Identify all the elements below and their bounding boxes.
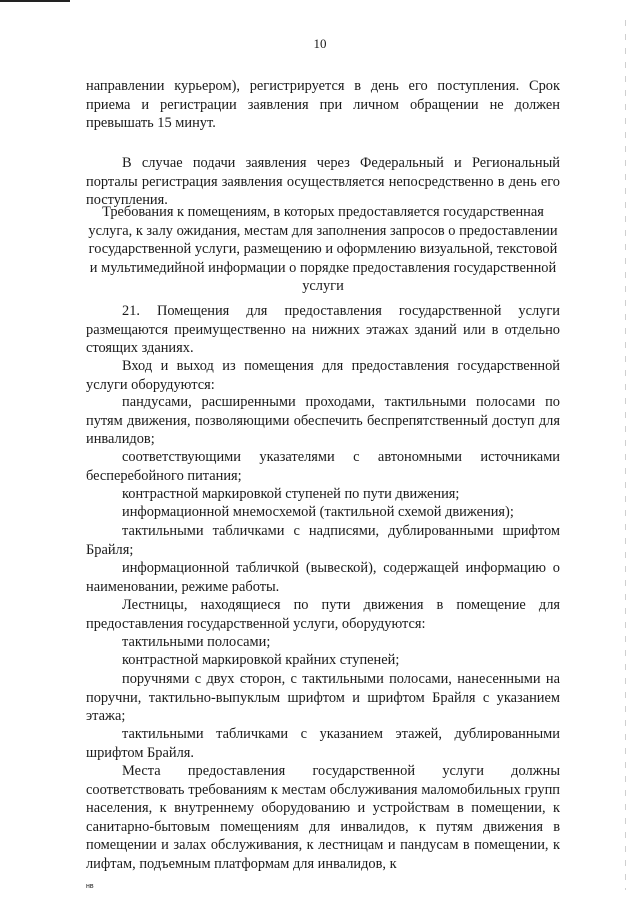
section-heading: Требования к помещениям, в которых предоставляется государственная услуга, к залу ожидания, местам для заполнения запросов о предоставлении государственной услуги, размещению и оформлению визуальной, текстовой и мультимедийной информации о порядке предоставления государственной услуги	[88, 204, 558, 295]
list-item: поручнями с двух сторон, с тактильными полосами, нанесенными на поручни, тактильно-выпуклым шрифтом и шрифтом Брайля с указанием этажа;	[86, 671, 560, 725]
top-rule	[0, 0, 70, 2]
paragraph: Вход и выход из помещения для предоставления государственной услуги оборудуются:	[86, 358, 560, 393]
footer-initials: нв	[86, 883, 94, 890]
list-item: информационной табличкой (вывеской), содержащей информацию о наименовании, режиме работы.	[86, 560, 560, 595]
paragraph: В случае подачи заявления через Федеральный и Региональный порталы регистрация заявления осуществляется непосредственно в день его поступления.	[86, 155, 560, 209]
paragraph: Места предоставления государственной услуги должны соответствовать требованиям к местам обслуживания маломобильных групп населения, к внутреннему оборудованию и устройствам в помещении, к санитарно-бытовым помещениям для инвалидов, к путям движения в помещении и залах обслуживания, к лестницам и пандусам в помещении, к лифтам, подъемным платформам для инвалидов, к	[86, 763, 560, 872]
list-item: тактильными табличками с указанием этажей, дублированными шрифтом Брайля.	[86, 726, 560, 761]
list-item: соответствующими указателями с автономными источниками бесперебойного питания;	[86, 449, 560, 484]
list-item: контрастной маркировкой ступеней по пути движения;	[122, 486, 460, 502]
list-item: тактильными полосами;	[122, 634, 271, 650]
page-number: 10	[313, 36, 327, 51]
paragraph: направлении курьером), регистрируется в день его поступления. Срок приема и регистрации заявления при личном обращении не должен превышать 15 минут.	[86, 78, 560, 132]
list-item: тактильными табличками с надписями, дублированными шрифтом Брайля;	[86, 523, 560, 558]
scan-edge-mark	[625, 20, 626, 890]
paragraph: Лестницы, находящиеся по пути движения в помещение для предоставления государственной услуги, оборудуются:	[86, 597, 560, 632]
list-item: пандусами, расширенными проходами, тактильными полосами по путям движения, позволяющими обеспечить беспрепятственный доступ для инвалидов;	[86, 394, 560, 448]
paragraph: 21. Помещения для предоставления государственной услуги размещаются преимущественно на нижних этажах зданий или в отдельно стоящих зданиях.	[86, 303, 560, 357]
list-item: контрастной маркировкой крайних ступеней;	[122, 652, 400, 668]
list-item: информационной мнемосхемой (тактильной схемой движения);	[122, 504, 514, 520]
